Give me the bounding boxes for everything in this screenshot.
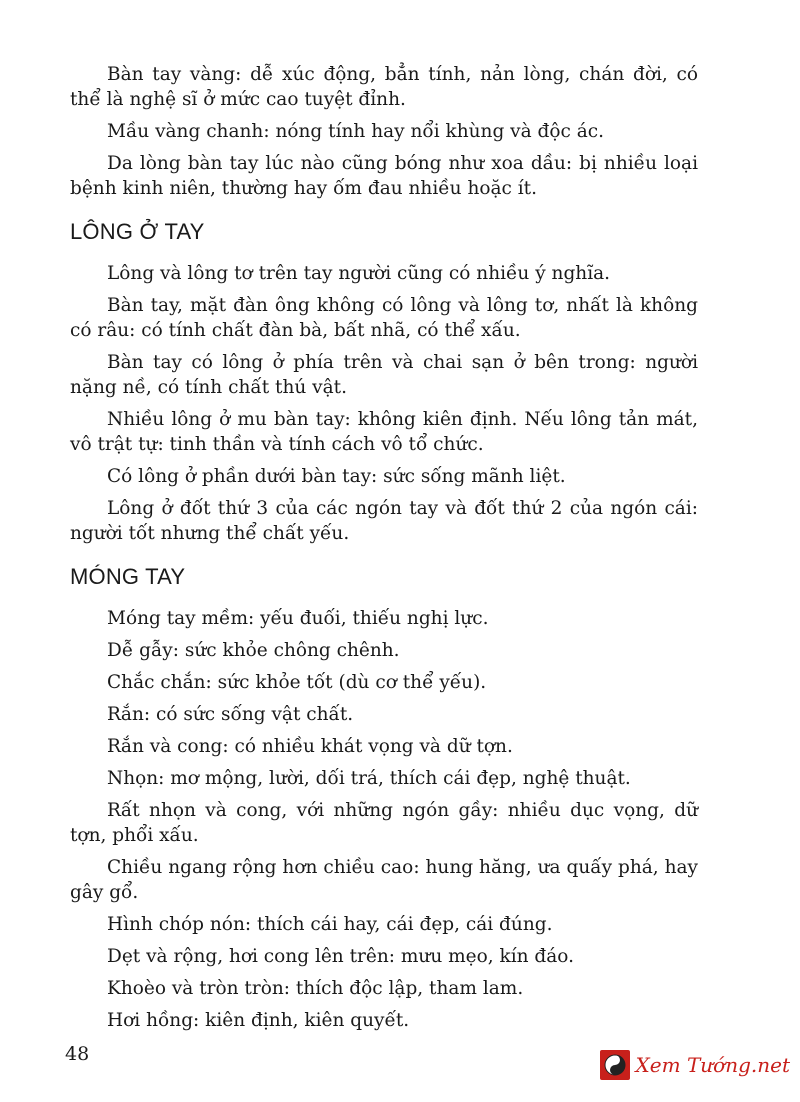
section-heading-nails: MÓNG TAY — [70, 564, 186, 589]
paragraph: Có lông ở phần dưới bàn tay: sức sống mãnh liệt. — [107, 466, 566, 487]
paragraph: Chắc chắn: sức khỏe tốt (dù cơ thể yếu). — [107, 672, 487, 693]
paragraph: Chiều ngang rộng hơn chiều cao: hung hăng, ưa quấy phá, hay gây gổ. — [70, 857, 698, 903]
paragraph: Lông và lông tơ trên tay người cũng có nhiều ý nghĩa. — [107, 263, 611, 284]
watermark-text: Xem Tướng.net — [635, 1053, 790, 1077]
yin-yang-icon — [600, 1050, 630, 1080]
watermark[interactable] — [600, 1050, 790, 1080]
paragraph: Hơi hồng: kiên định, kiên quyết. — [107, 1010, 410, 1031]
paragraph: Rất nhọn và cong, với những ngón gầy: nhiều dục vọng, dữ tợn, phổi xấu. — [70, 800, 698, 846]
paragraph: Rắn và cong: có nhiều khát vọng và dữ tợn. — [107, 736, 513, 757]
paragraph: Dễ gẫy: sức khỏe chông chênh. — [107, 640, 400, 661]
paragraph: Dẹt và rộng, hơi cong lên trên: mưu mẹo, kín đáo. — [107, 946, 574, 967]
paragraph: Rắn: có sức sống vật chất. — [107, 704, 354, 725]
paragraph: Da lòng bàn tay lúc nào cũng bóng như xoa dầu: bị nhiều loại bệnh kinh niên, thường hay ốm đau nhiều hoặc ít. — [70, 153, 698, 199]
paragraph: Nhiều lông ở mu bàn tay: không kiên định. Nếu lông tản mát, vô trật tự: tinh thần và tính cách vô tổ chức. — [70, 409, 698, 455]
paragraph: Bàn tay, mặt đàn ông không có lông và lông tơ, nhất là không có râu: có tính chất đàn bà, bất nhã, có thể xấu. — [70, 295, 698, 341]
paragraph: Nhọn: mơ mộng, lười, dối trá, thích cái đẹp, nghệ thuật. — [107, 768, 631, 789]
paragraph: Móng tay mềm: yếu đuối, thiếu nghị lực. — [107, 608, 489, 629]
page-content — [70, 62, 698, 1040]
paragraph: Mầu vàng chanh: nóng tính hay nổi khùng và độc ác. — [107, 121, 605, 142]
paragraph: Lông ở đốt thứ 3 của các ngón tay và đốt thứ 2 của ngón cái: người tốt nhưng thể chất yếu. — [70, 498, 698, 544]
paragraph: Khoèo và tròn tròn: thích độc lập, tham lam. — [107, 978, 524, 999]
page-number: 48 — [65, 1043, 90, 1065]
paragraph: Bàn tay vàng: dễ xúc động, bẳn tính, nản lòng, chán đời, có thể là nghệ sĩ ở mức cao tuyệt đỉnh. — [70, 64, 698, 110]
paragraph: Hình chóp nón: thích cái hay, cái đẹp, cái đúng. — [107, 914, 553, 935]
section-heading-hair: LÔNG Ở TAY — [70, 219, 205, 244]
paragraph: Bàn tay có lông ở phía trên và chai sạn ở bên trong: người nặng nề, có tính chất thú vật. — [70, 352, 698, 398]
